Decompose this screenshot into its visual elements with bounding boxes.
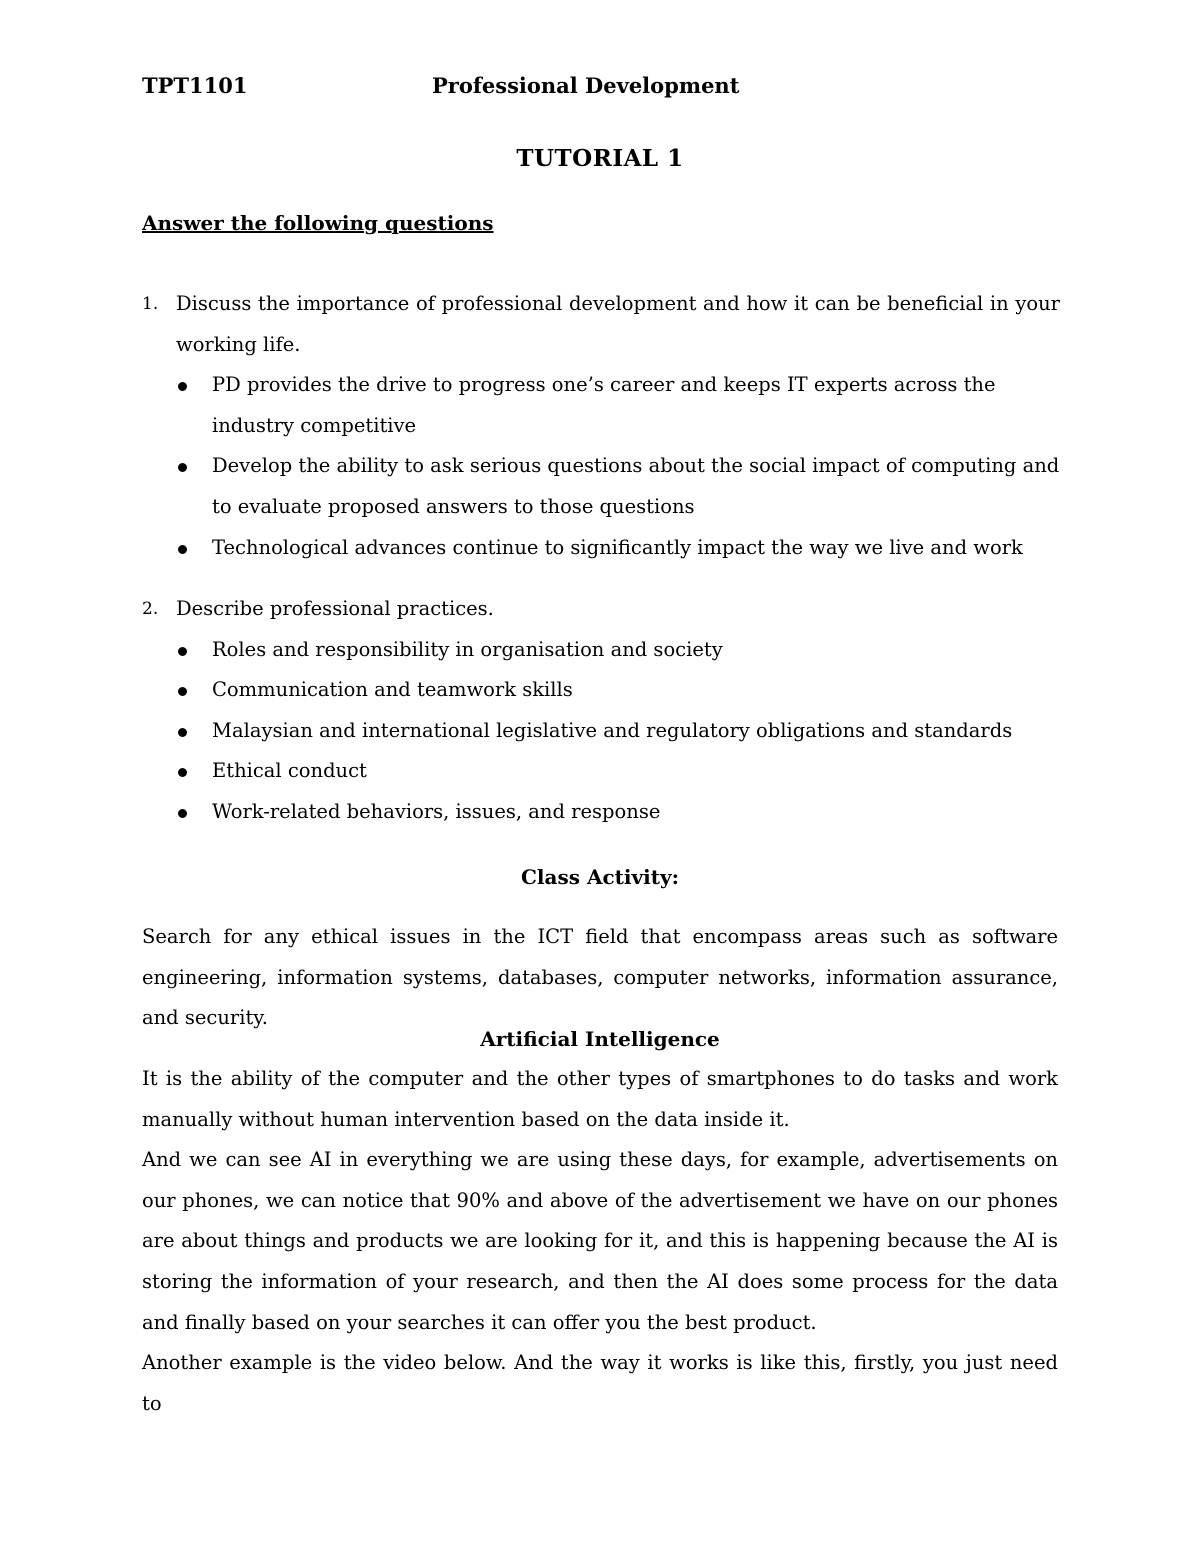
bullet-text: Malaysian and international legislative and regulatory obligations and standards (212, 718, 1013, 742)
question-text: Discuss the importance of professional development and how it can be beneficial in your working life. (176, 292, 1060, 356)
bullet-icon (178, 382, 187, 391)
bullet-list (142, 365, 1060, 568)
bullet-icon (178, 647, 187, 656)
bullet-text: Communication and teamwork skills (212, 678, 573, 702)
bullet-text: PD provides the drive to progress one’s career and keeps IT experts across the industry competitive (212, 373, 996, 437)
class-activity-text: Search for any ethical issues in the ICT field that encompass areas such as software engineering, information systems, databases, computer networks, information assurance, and security. (142, 925, 1058, 1030)
list-item (142, 630, 1060, 671)
course-title: Professional Development (432, 73, 740, 98)
list-item (142, 528, 1060, 569)
instructions-heading: Answer the following questions (142, 211, 494, 235)
tutorial-title: TUTORIAL 1 (516, 145, 684, 172)
bullet-text: Technological advances continue to significantly impact the way we live and work (212, 535, 1023, 559)
bullet-icon (178, 728, 187, 737)
bullet-icon (178, 463, 187, 472)
course-code: TPT1101 (142, 73, 248, 98)
ai-paragraph: And we can see AI in everything we are using these days, for example, advertisements on our phones, we can notice that 90% and above of the advertisement we have on our phones are about things and products we are looking for it, and this is happening because the AI is storing the information of your research, and then the AI does some process for the data and finally based on your searches it can offer you the best product. (142, 1148, 1058, 1334)
list-item (142, 751, 1060, 792)
list-item (142, 792, 1060, 833)
question-number: 1. (142, 294, 159, 314)
question-text: Describe professional practices. (176, 597, 494, 620)
question-number: 2. (142, 599, 159, 619)
bullet-icon (178, 545, 187, 554)
ai-paragraph: It is the ability of the computer and the other types of smartphones to do tasks and work manually without human intervention based on the data inside it. (142, 1067, 1058, 1131)
question-1 (142, 284, 1060, 568)
bullet-text: Work-related behaviors, issues, and response (212, 799, 661, 823)
question-2 (142, 589, 1060, 833)
list-item (142, 711, 1060, 752)
list-item (142, 446, 1060, 527)
question-2-text-line (142, 589, 1060, 630)
class-activity-title: Class Activity: (521, 865, 679, 889)
ai-section-title: Artificial Intelligence (480, 1027, 720, 1051)
ai-section-body (142, 1059, 1058, 1424)
bullet-icon (178, 768, 187, 777)
bullet-text: Roles and responsibility in organisation and society (212, 637, 723, 661)
ai-paragraph: Another example is the video below. And the way it works is like this, firstly, you just need to (142, 1351, 1058, 1415)
bullet-icon (178, 687, 187, 696)
bullet-icon (178, 809, 187, 818)
bullet-text: Develop the ability to ask serious questions about the social impact of computing and to evaluate proposed answers to those questions (212, 454, 1060, 518)
bullet-text: Ethical conduct (212, 759, 367, 783)
bullet-list (142, 630, 1060, 833)
question-1-text-line (142, 284, 1060, 365)
list-item (142, 365, 1060, 446)
list-item (142, 670, 1060, 711)
